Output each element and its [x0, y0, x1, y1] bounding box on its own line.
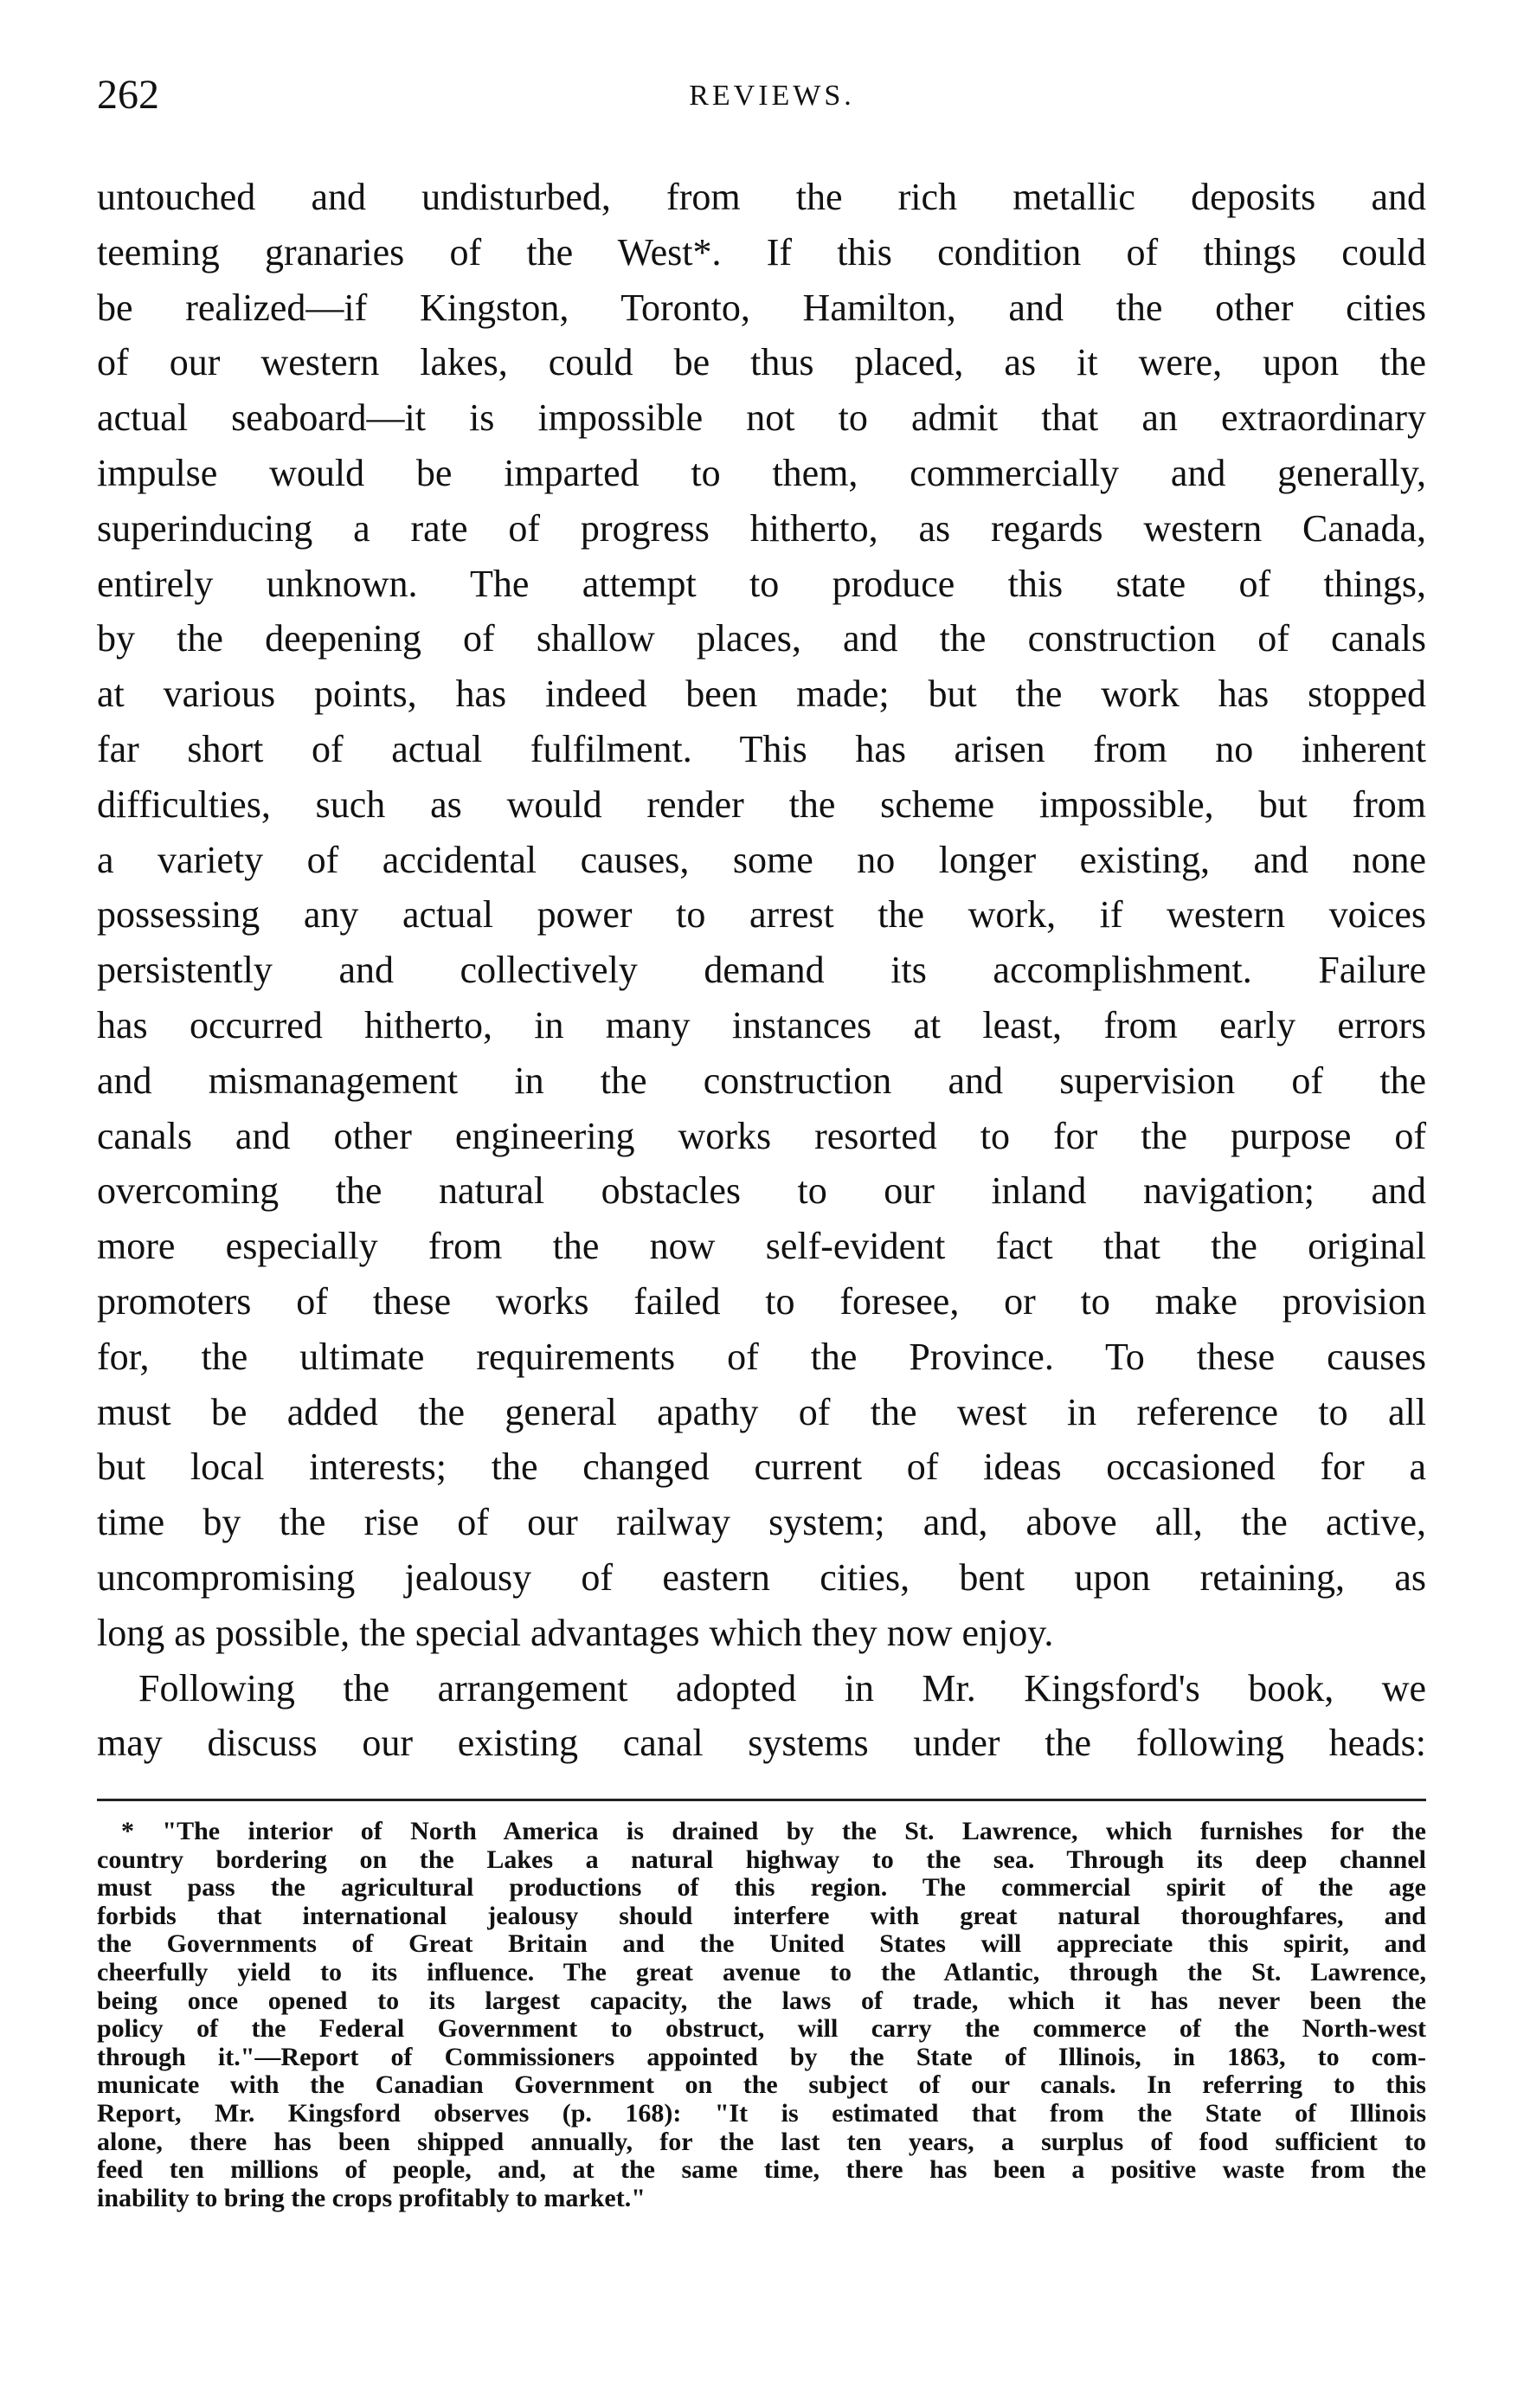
- text-line: must be added the general apathy of the west in reference to all: [97, 1390, 1426, 1433]
- page-number: 262: [97, 72, 159, 118]
- running-head: REVIEWS.: [689, 80, 855, 112]
- paragraph-1: [97, 170, 1426, 1661]
- footnote-line: country bordering on the Lakes a natural highway to the sea. Through its deep channel: [97, 1845, 1426, 1874]
- text-line: superinducing a rate of progress hitherto, as regards western Canada,: [97, 506, 1426, 550]
- text-line: time by the rise of our railway system; and, above all, the active,: [97, 1501, 1426, 1544]
- text-line: possessing any actual power to arrest the work, if western voices: [97, 893, 1426, 937]
- text-line: impulse would be imparted to them, commercially and generally,: [97, 451, 1426, 494]
- footnote-line: being once opened to its largest capacity, the laws of trade, which it has never been the: [97, 1986, 1426, 2015]
- text-line: Following the arrangement adopted in Mr. Kingsford's book, we: [138, 1666, 1426, 1709]
- text-line: actual seaboard—it is impossible not to admit that an extraordinary: [97, 396, 1426, 440]
- text-line: long as possible, the special advantages which they now enjoy.: [97, 1611, 1054, 1654]
- text-line: canals and other engineering works resorted to for the purpose of: [97, 1114, 1426, 1157]
- text-line: uncompromising jealousy of eastern cities, bent upon retaining, as: [97, 1555, 1426, 1599]
- footnote-line: alone, there has been shipped annually, for the last ten years, a surplus of food sufficient to: [97, 2127, 1426, 2156]
- text-line: persistently and collectively demand its accomplishment. Failure: [97, 949, 1426, 992]
- text-line: overcoming the natural obstacles to our inland navigation; and: [97, 1169, 1426, 1213]
- page-header: [97, 69, 1447, 130]
- text-line: may discuss our existing canal systems under the following heads:: [97, 1722, 1426, 1765]
- footnote-line: must pass the agricultural productions of this region. The commercial spirit of the age: [97, 1873, 1426, 1903]
- text-line: but local interests; the changed current of ideas occasioned for a: [97, 1445, 1426, 1489]
- footnote-rule: [97, 1799, 1426, 1801]
- footnote-line: feed ten millions of people, and, at the same time, there has been a positive waste from the: [97, 2155, 1426, 2185]
- footnote-line: policy of the Federal Government to obstruct, will carry the commerce of the North-west: [97, 2014, 1426, 2044]
- footnote-line: Report, Mr. Kingsford observes (p. 168): "It is estimated that from the State of Illinois: [97, 2098, 1426, 2128]
- text-line: teeming granaries of the West*. If this condition of things could: [97, 230, 1426, 274]
- body-text: [97, 170, 1426, 1771]
- paragraph-2: [97, 1661, 1426, 1772]
- footnote-line: forbids that international jealousy should interfere with great natural thoroughfares, and: [97, 1901, 1426, 1930]
- footnote-line: inability to bring the crops profitably to market.": [97, 2183, 646, 2212]
- text-line: difficulties, such as would render the scheme impossible, but from: [97, 782, 1426, 826]
- text-line: far short of actual fulfilment. This has arisen from no inherent: [97, 727, 1426, 770]
- footnote: [97, 1818, 1426, 2212]
- text-line: be realized—if Kingston, Toronto, Hamilton, and the other cities: [97, 286, 1426, 329]
- text-line: at various points, has indeed been made; but the work has stopped: [97, 673, 1426, 716]
- footnote-line: cheerfully yield to its influence. The great avenue to the Atlantic, through the St. Lawrence,: [97, 1957, 1426, 1986]
- text-line: entirely unknown. The attempt to produce this state of things,: [97, 562, 1426, 605]
- footnote-line: municate with the Canadian Government on the subject of our canals. In referring to this: [97, 2070, 1426, 2100]
- text-line: more especially from the now self-evident fact that the original: [97, 1225, 1426, 1268]
- footnote-line: * "The interior of North America is drained by the St. Lawrence, which furnishes for the: [121, 1817, 1426, 1845]
- text-line: by the deepening of shallow places, and the construction of canals: [97, 617, 1426, 660]
- text-line: promoters of these works failed to foresee, or to make provision: [97, 1279, 1426, 1323]
- text-line: a variety of accidental causes, some no longer existing, and none: [97, 838, 1426, 881]
- text-line: has occurred hitherto, in many instances at least, from early errors: [97, 1003, 1426, 1046]
- text-line: for, the ultimate requirements of the Province. To these causes: [97, 1335, 1426, 1378]
- text-line: of our western lakes, could be thus placed, as it were, upon the: [97, 341, 1426, 384]
- footnote-line: through it."—Report of Commissioners appointed by the State of Illinois, in 1863, to com-: [97, 2042, 1426, 2071]
- text-line: untouched and undisturbed, from the rich metallic deposits and: [97, 176, 1426, 218]
- text-line: and mismanagement in the construction and supervision of the: [97, 1059, 1426, 1102]
- footnote-line: the Governments of Great Britain and the United States will appreciate this spirit, and: [97, 1929, 1426, 1959]
